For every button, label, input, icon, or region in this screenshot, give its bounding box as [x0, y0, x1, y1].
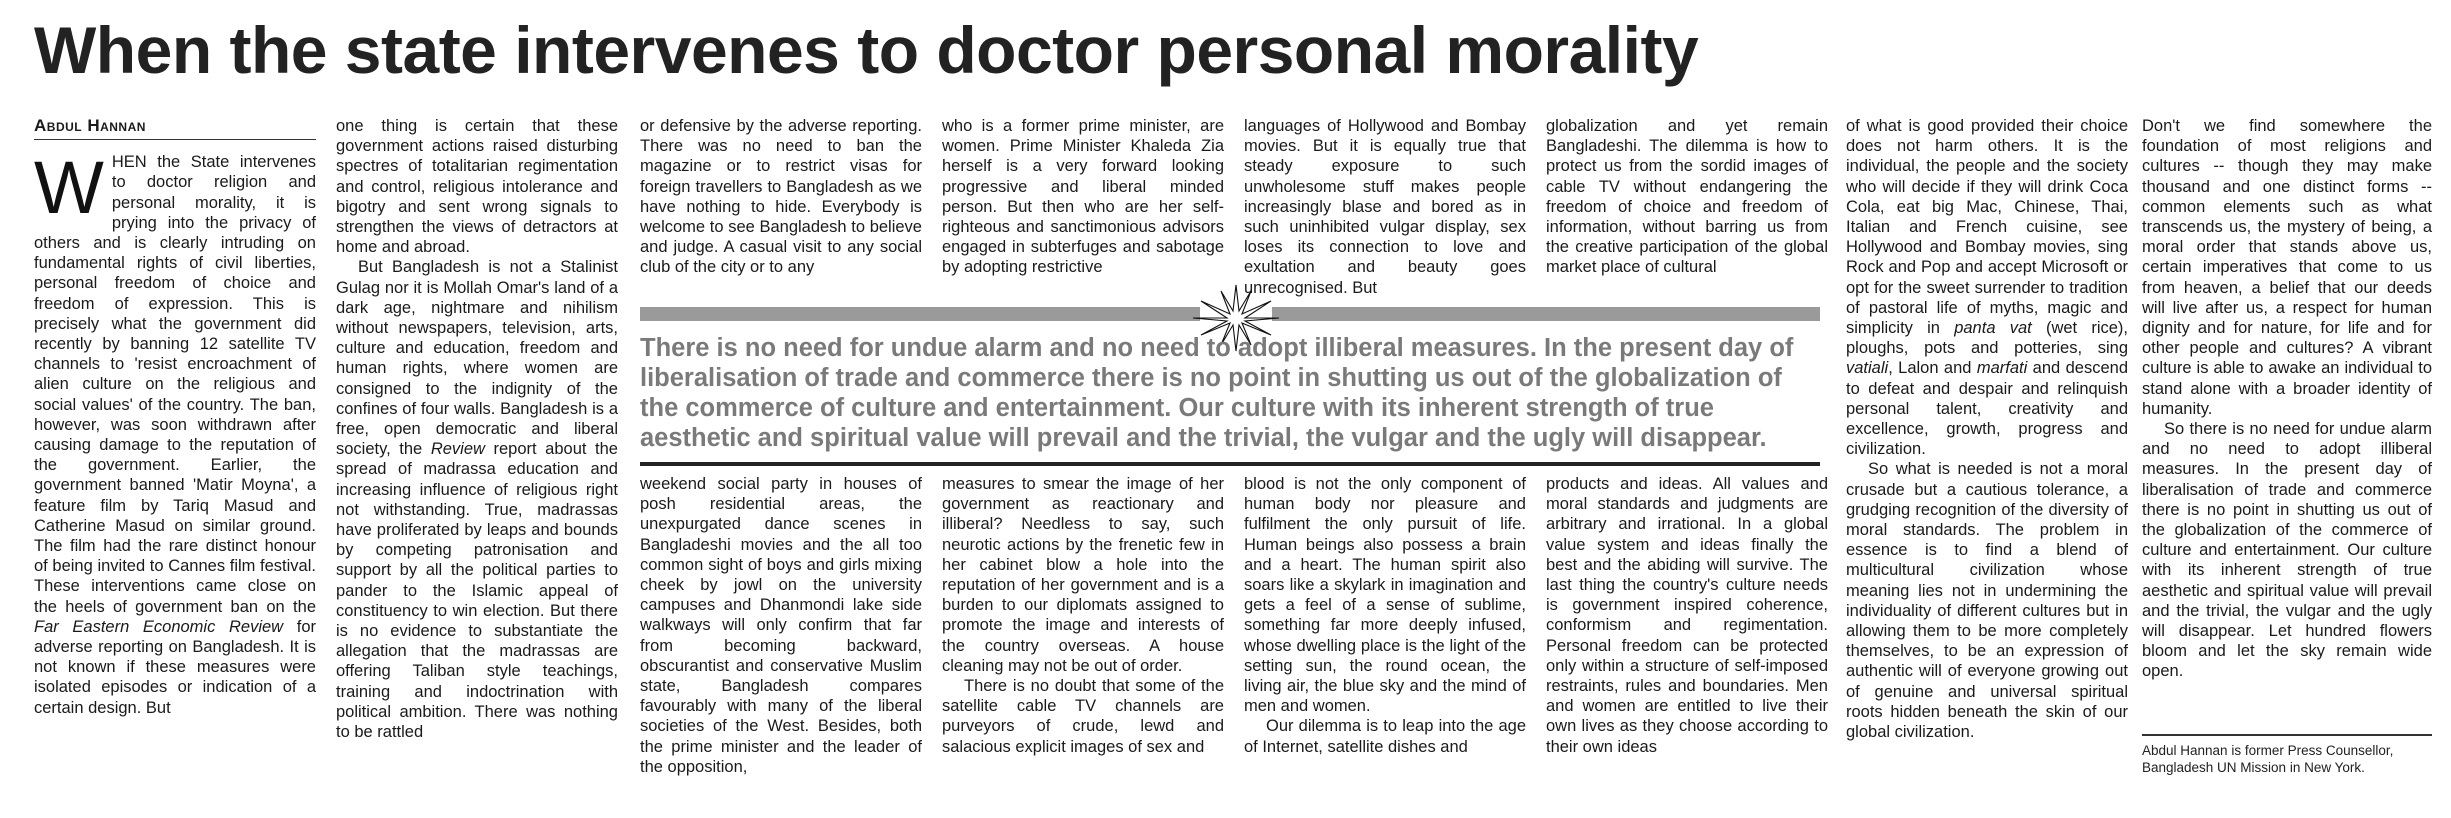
col7-italic-marfati: marfati — [1976, 359, 2028, 378]
col2-p2b: report about the spread of madrassa education and increasing influence of religious right not withstanding. True, madrassas have proliferated by leaps and bounds by competing patronisation and support by all the political parties to pander to the Islamic appeal of constituency to win election. But there is no evidence to substantiate the allegation that the madrassas are offering Taliban style teachings, training and indoctrination with political ambition. There was nothing to be rattled — [336, 440, 618, 742]
article-column-3-top — [640, 116, 922, 280]
col7-paragraph-2: So what is needed is not a moral crusade but a cautious tolerance, a grudging recognition of the diversity of moral standards. The problem in essence is to find a blend of multicultural civilization whose meaning lies not in undermining the individuality of different cultures but in allowing them to be more completely themselves, to be an expression of authentic will of everyone growing out of genuine and universal spiritual roots hidden beneath the skin of our global civilization. — [1846, 460, 2128, 742]
pullquote-top-rule-right — [1272, 307, 1820, 321]
col4-bottom-text-2: There is no doubt that some of the satellite cable TV channels are purveyors of crude, lewd and salacious explicit images of sex and — [942, 677, 1224, 756]
article-column-2 — [336, 116, 618, 816]
pullquote-top-rule-left — [640, 307, 1200, 321]
col5-bottom-text-2: Our dilemma is to leap into the age of Internet, satellite dishes and — [1244, 717, 1526, 756]
article-column-7 — [1846, 116, 2128, 816]
lead-paragraph — [34, 146, 316, 718]
col6-bottom-text: products and ideas. All values and moral standards and judgments are arbitrary and irrational. In a global value system and ideas finally the best and the abiding will survive. The last thing the country's culture needs is government inspired coherence, conformism and regimentation. Personal freedom can be protected only within a structure of self-imposed restraints, rules and boundaries. Men and women are entitled to live their own lives as they choose according to their own ideas — [1546, 475, 1828, 756]
article-column-6-bottom — [1546, 474, 1828, 816]
author-bio: Abdul Hannan is former Press Counsellor, Bangladesh UN Mission in New York. — [2142, 743, 2394, 775]
col3-bottom-text: weekend social party in houses of posh residential areas, the unexpurgated dance scenes in Bangladeshi movies and the all too common sight of boys and girls mixing cheek by jowl on the university campuses and Dhanmondi lake side walkways will only confirm that far from becoming backward, obscurantist and conservative Muslim state, Bangladesh compares favourably with many of the liberal societies of the West. Besides, both the prime minister and the leader of the opposition, — [640, 475, 922, 776]
article-column-3-bottom — [640, 474, 922, 816]
col1-italic-title: Far Eastern Economic Review — [34, 617, 284, 636]
pull-quote: There is no need for undue alarm and no need to adopt illiberal measures. In the present day of liberalisation of trade and commerce there is no point in shutting us out of the globalization of the commerce of culture and entertainment. Our culture with its inherent strength of true aesthetic and spiritual value will prevail and the trivial, the vulgar and the ugly will disappear. — [640, 334, 1794, 452]
pullquote-bottom-rule — [640, 462, 1820, 466]
byline: Abdul Hannan — [34, 116, 316, 140]
col7-italic-panta-vat: panta vat — [1954, 319, 2032, 338]
article-column-5-bottom — [1244, 474, 1526, 816]
col8-paragraph-1: Don't we find somewhere the foundation of most religions and cultures -- though they may make thousand and one distinct forms -- common elements such as what transcends us, the mystery of being, a moral order that stands above us, certain imperatives that come to us from heaven, a belief that our deeds will live after us, a respect for human dignity and for nature, for life and for other people and cultures? A vibrant culture is able to awake an individual to stand alone with a broader identity of humanity. — [2142, 117, 2432, 418]
bio-rule — [2142, 734, 2432, 736]
col2-paragraph-1: one thing is certain that these government actions raised disturbing spectres of totalitarian regimentation and control, religious intolerance and bigotry and sent wrong signals to strengthen the views of detractors at home and abroad. — [336, 117, 618, 257]
col4-top-text: who is a former prime minister, are women. Prime Minister Khaleda Zia herself is a very forward looking progressive and liberal minded person. But then who are her self-righteous and sanctimonious advisors engaged in subterfuges and sabotage by adopting restrictive — [942, 117, 1224, 277]
article-column-5-top — [1244, 116, 1526, 297]
article-column-6-top — [1546, 116, 1828, 280]
col6-top-text: globalization and yet remain Bangladeshi. The dilemma is how to protect us from the sordid images of cable TV without endangering the freedom of choice and freedom of information, without barring us from the creative participation of the global market place of cultural — [1546, 117, 1828, 277]
col1-lead: HEN the State intervenes to doctor religion and personal morality, it is prying into the privacy of others and is clearly intruding on fundamental rights of civil liberties, personal freedom of choice and freedom of expression. This is precisely what the government did recently by banning 12 satellite TV channels to 'resist encroachment of alien culture on the religious and social values' of the country. The ban, however, was soon withdrawn after causing damage to the reputation of the government. Earlier, the government banned 'Matir Moyna', a feature film by Tariq Masud and Catherine Masud on similar ground. The film had the rare distinct honour of being invited to Cannes film festival. These interventions came close on the heels of government ban on the — [34, 153, 316, 616]
article-column-4-top — [942, 116, 1224, 280]
dropcap: W — [34, 146, 104, 230]
col7-italic-vatiali: vatiali — [1846, 359, 1889, 378]
col7-p1c: , Lalon and — [1888, 359, 1977, 378]
col2-italic-review: Review — [430, 440, 485, 459]
col1-tail: for adverse reporting on Bangladesh. It is not known if these measures were isolated episodes or indication of a certain design. But — [34, 617, 316, 717]
article-column-1 — [34, 116, 316, 816]
col7-p1a: of what is good provided their choice does not harm others. It is the individual, the people and the society who will decide if they will drink Coca Cola, eat big Mac, Chinese, Thai, Italian and French cuisine, see Hollywood and Bombay movies, sing Rock and Pop and accept Microsoft or opt for the sweet surrender to tradition of pastoral life of myths, magic and simplicity in — [1846, 117, 2128, 338]
col7-paragraph-1 — [1846, 116, 2128, 459]
headline: When the state intervenes to doctor personal morality — [34, 13, 1699, 87]
col8-paragraph-2: So there is no need for undue alarm and no need to adopt illiberal measures. In the present day of liberalisation of trade and commerce there is no point in shutting us out of the globalization of the commerce of culture and entertainment. Our culture with its inherent strength of true aesthetic and spiritual value will prevail and the trivial, the vulgar and the ugly will disappear. Let hundred flowers bloom and let the sky remain wide open. — [2142, 420, 2432, 681]
article-column-4-bottom — [942, 474, 1224, 816]
col5-bottom-text-1: blood is not the only component of human body nor pleasure and fulfilment the only pursuit of life. Human beings also possess a brain and a heart. The human spirit also soars like a skylark in imagination and gets a feel of a sense of sublime, something far more deeply infused, whose dwelling place is the light of the setting sun, the round ocean, the living air, the blue sky and the mind of men and women. — [1244, 475, 1526, 716]
article-column-8 — [2142, 116, 2432, 728]
col7-p1d: and descend to defeat and despair and relinquish personal talent, creativity and excellence, growth, progress and civilization. — [1846, 359, 2128, 459]
col2-p2a: But Bangladesh is not a Stalinist Gulag nor it is Mollah Omar's land of a dark age, nightmare and nihilism without newspapers, television, arts, culture and education, freedom and human rights, where women are consigned to the indignity of the confines of four walls. Bangladesh is a free, open democratic and liberal society, the — [336, 258, 618, 459]
col5-top-text: languages of Hollywood and Bombay movies. But it is equally true that steady exposure to such unwholesome stuff makes people increasingly blase and bored as in such uninhibited vulgar display, sex loses its connection to love and exultation and beauty goes unrecognised. But — [1244, 117, 1526, 297]
col4-bottom-text-1: measures to smear the image of her government as reactionary and illiberal? Needless to say, such neurotic actions by the frenetic few in her cabinet blow a hole into the reputation of her government and is a burden to our diplomats assigned to promote the image and interests of the country overseas. A house cleaning may not be out of order. — [942, 475, 1224, 675]
col7-p1b: (wet rice), ploughs, pots and potteries, sing — [1846, 319, 2129, 358]
col2-paragraph-2 — [336, 257, 618, 742]
col3-top-text: or defensive by the adverse reporting. There was no need to ban the magazine or to restrict visas for foreign travellers to Bangladesh as we have nothing to hide. Everybody is welcome to see Bangladesh to believe and judge. A casual visit to any social club of the city or to any — [640, 117, 922, 277]
